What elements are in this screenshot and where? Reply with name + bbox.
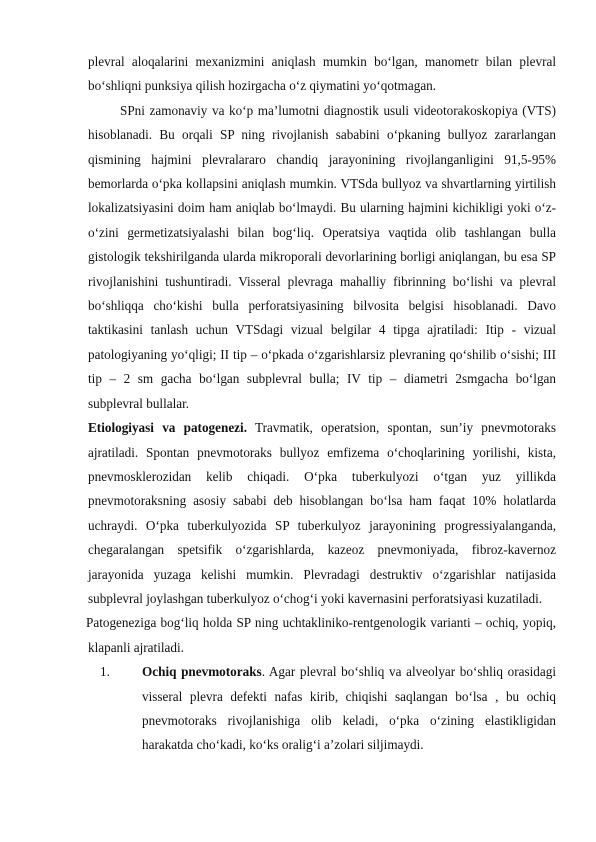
paragraph-etiology (88, 416, 556, 611)
paragraph-vts: SPni zamonaviy va ko‘p ma’lumotni diagnostik usuli videotorakoskopiya (VTS) hisoblanadi. Bu orqali SP ning rivojlanish sababini o‘pkaning bullyoz zararlangan qismining hajmini plevralararo chandiq jarayonining rivojlanganligini 91,5-95% bemorlarda o‘pka kollapsini aniqlash mumkin. VTSda bullyoz va shvartlarning yirtilish lokalizatsiyasini doim ham aniqlab bo‘lmaydi. Bu ularning hajmini kichikligi yoki o‘z-o‘zini germetizatsiyalashi bilan bog‘liq. Operatsiya vaqtida olib tashlangan bulla gistologik tekshirilganda ularda mikroporali devorlarining borligi aniqlangan, bu esa SP rivojlanishini tushuntiradi. Visseral plevraga mahalliy fibrinning bo‘lishi va plevral bo‘shliqqa cho‘kishi bulla perforatsiyasining bilvosita belgisi hisoblanadi. Davo taktikasini tanlash uchun VTSdagi vizual belgilar 4 tipga ajratiladi: Itip - vizual patologiyaning yo‘qligi; II tip – o‘pkada o‘zgarishlarsiz plevraning qo‘shilib o‘sishi; III tip – 2 sm gacha bo‘lgan subplevral bulla; IV tip – diametri 2smgacha bo‘lgan subplevral bullalar. (88, 102, 556, 411)
list-item-text: . Agar plevral bo‘shliq va alveolyar bo‘shliq orasidagi visseral plevra defekti nafas kirib, chiqishi saqlangan bo‘lsa , bu ochiq pnevmotoraks rivojlanishiga olib keladi, o‘pka o‘zining elastikligidan harakatda cho‘kadi, ko‘ks oralig‘i a’zolari siljimaydi. (142, 664, 557, 753)
list-item (88, 660, 556, 758)
document-body (88, 50, 556, 758)
list-item-term: Ochiq pnevmotoraks (142, 664, 262, 680)
section-heading-etiology: Etiologiyasi va patogenezi. (88, 420, 247, 436)
list-item-number: 1. (100, 664, 110, 680)
paragraph-pathogenesis: Patogeneziga bog‘liq holda SP ning uchtakliniko-rentgenologik varianti – ochiq, yopiq, klapanli ajratiladi. (86, 615, 556, 655)
variants-list (88, 660, 556, 758)
paragraph-continuation: plevral aloqalarini mexanizmini aniqlash mumkin bo‘lgan, manometr bilan plevral bo‘shliqni punksiya qilish hozirgacha o‘z qiymatini yo‘qotmagan. (88, 54, 556, 94)
paragraph-etiology-text: Travmatik, operatsion, spontan, sun’iy pnevmotoraks ajratiladi. Spontan pnevmotoraks bullyoz emfizema o‘choqlarining yorilishi, kista, pnevmosklerozidan kelib chiqadi. O‘pka tuberkulyozi o‘tgan yuz yillikda pnevmotoraksning asosiy sababi deb hisoblangan bo‘lsa ham faqat 10% holatlarda uchraydi. O‘pka tuberkulyozida SP tuberkulyoz jarayonining progressiyalanganda, chegaralangan spetsifik o‘zgarishlarda, kazeoz pnevmoniyada, fibroz-kavernoz jarayonida yuzaga kelishi mumkin. Plevradagi destruktiv o‘zgarishlar natijasida subplevral joylashgan tuberkulyoz o‘chog‘i yoki kavernasini perforatsiyasi kuzatiladi. (88, 420, 556, 606)
